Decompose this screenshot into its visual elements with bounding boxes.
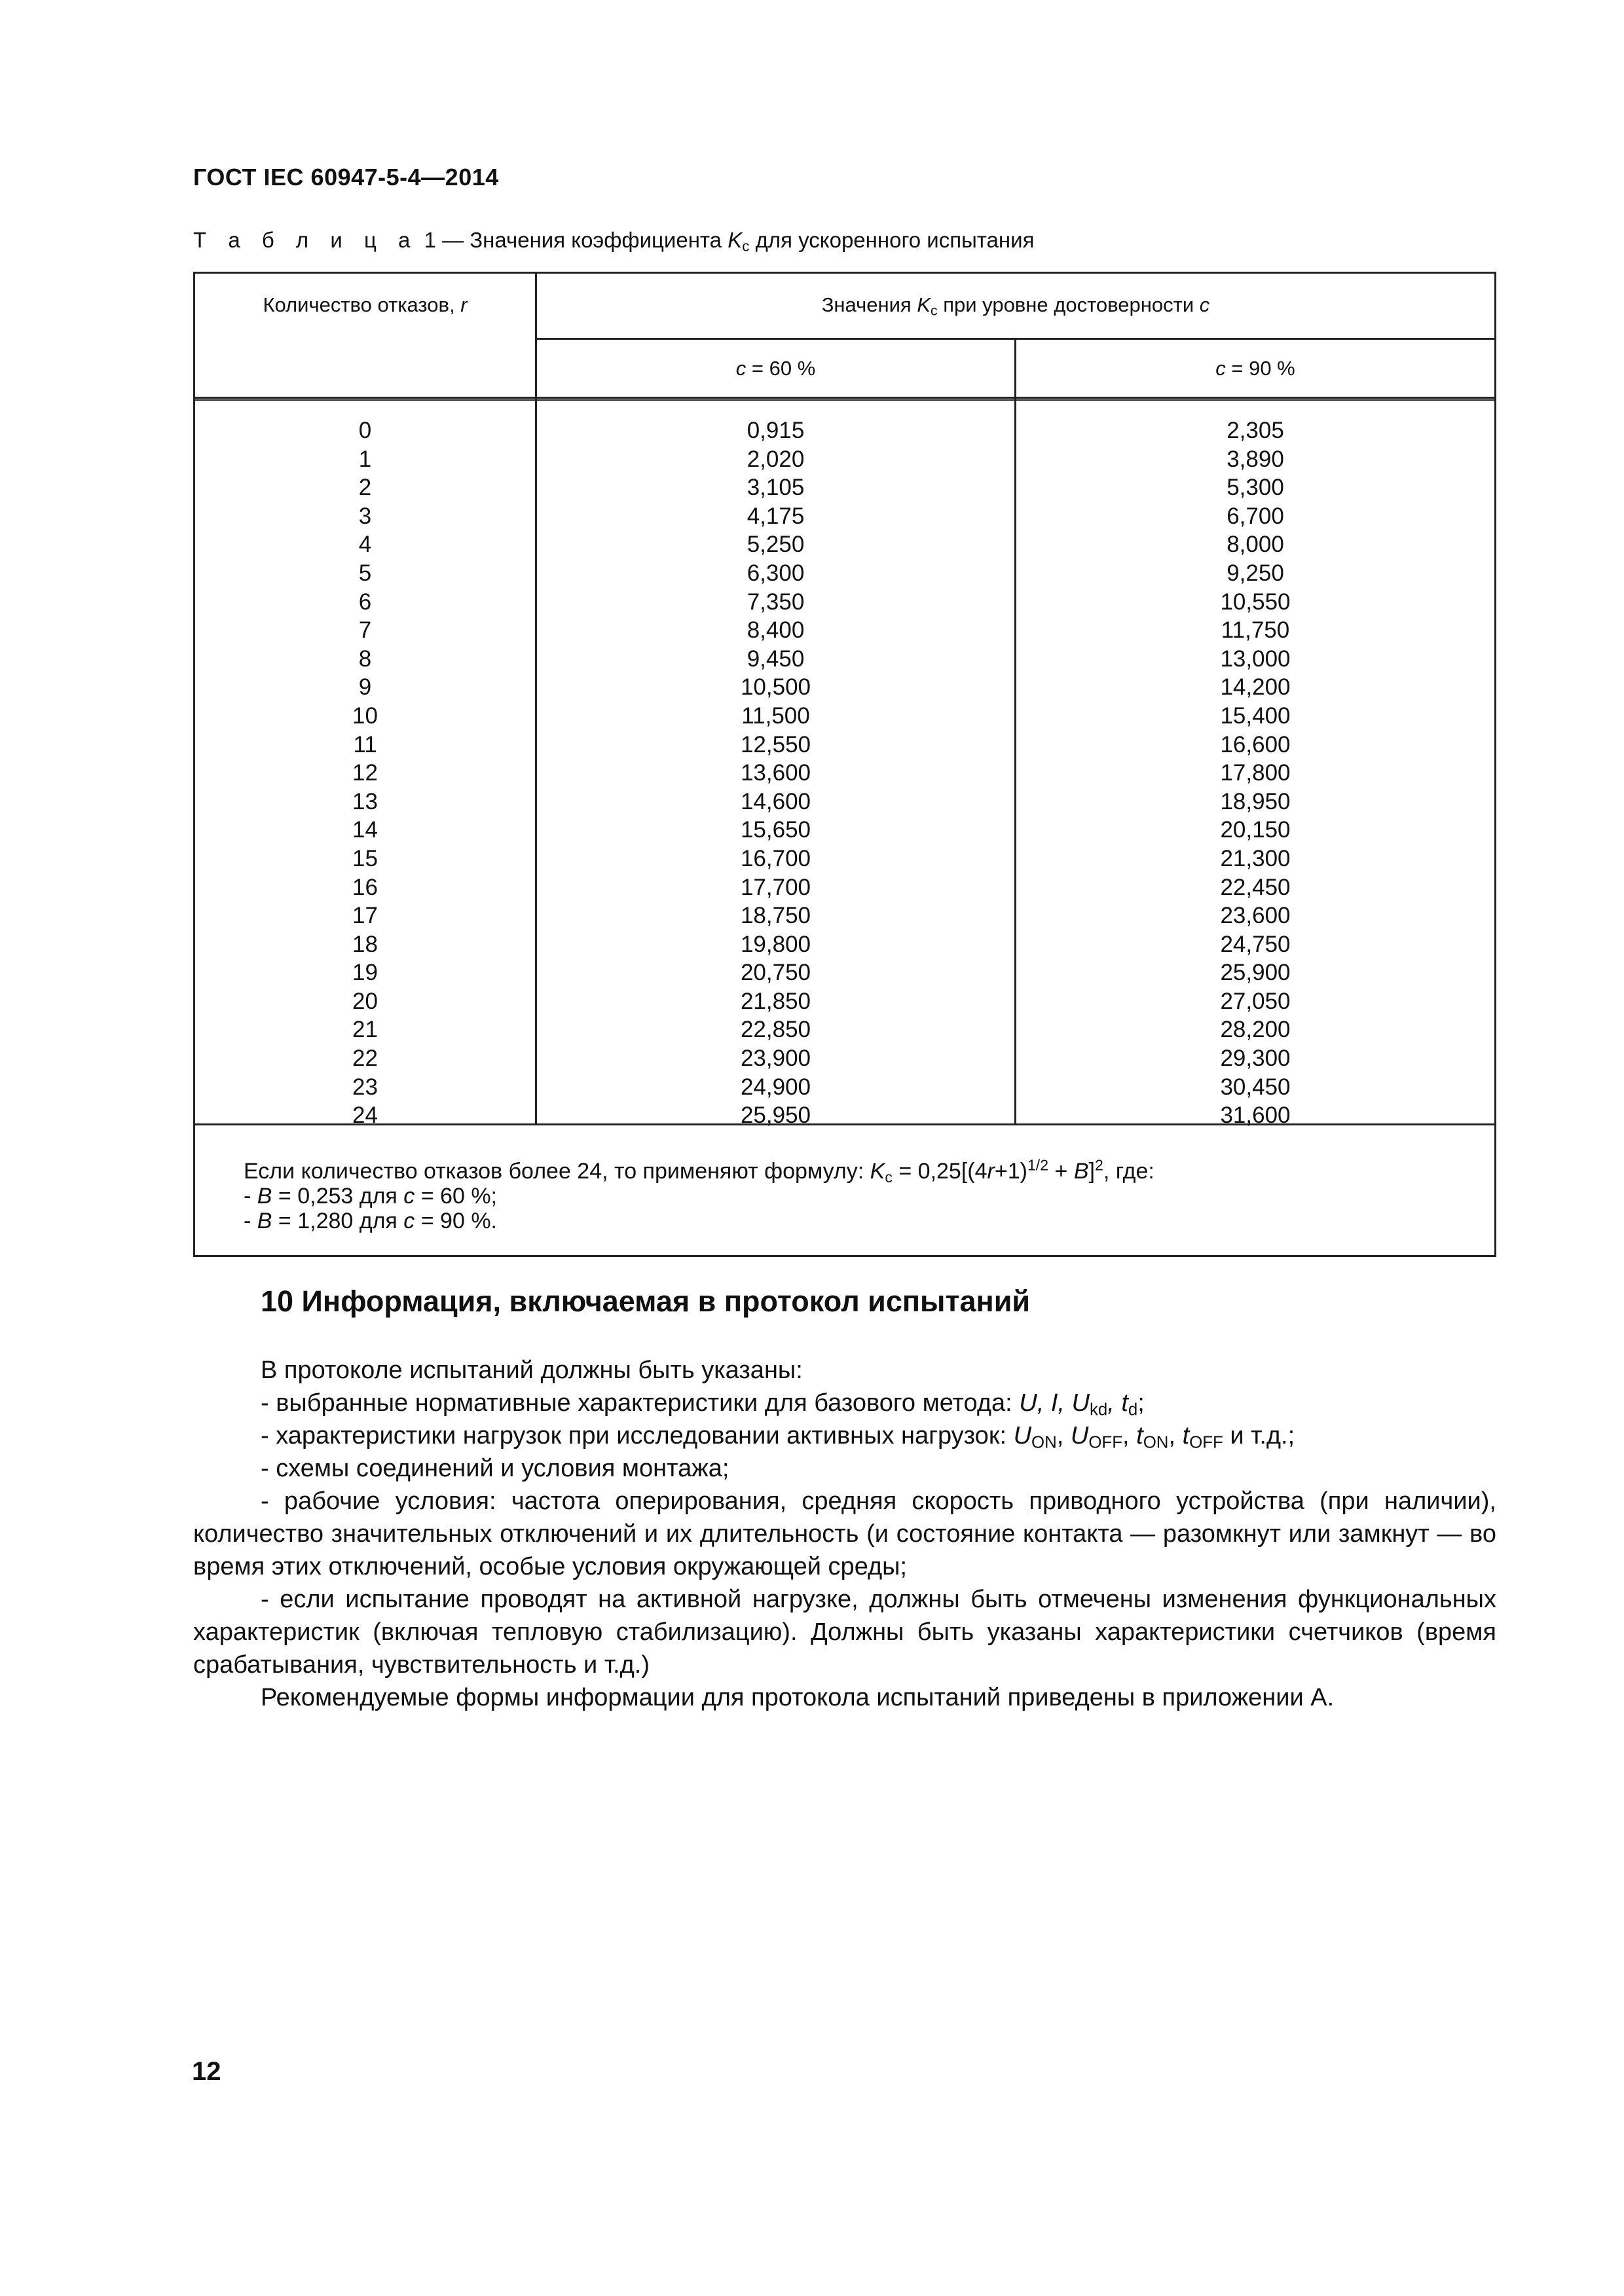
list-item-text: ; — [1137, 1389, 1145, 1417]
table-cell-c60: 10,500 — [740, 674, 811, 701]
list-item-var: , t — [1107, 1389, 1128, 1417]
table-cell-c60: 5,250 — [747, 532, 805, 558]
group-header-kc — [537, 293, 1494, 317]
caption-rest: для ускоренного испытания — [755, 228, 1035, 252]
list-item-text: - выбранные нормативные характеристики для базового метода: — [261, 1389, 1012, 1417]
table-cell-c60: 14,600 — [740, 788, 811, 814]
note-line-b90 — [244, 1209, 1154, 1233]
table-cell-failures: 12 — [352, 760, 378, 786]
table-cell-c60: 16,700 — [740, 845, 811, 871]
table-cell-c60: 9,450 — [747, 646, 805, 672]
table-cell-c60: 20,750 — [740, 960, 811, 986]
section-intro — [193, 1354, 1496, 1387]
table-cell-c60: 8,400 — [747, 617, 805, 644]
caption-text: Значения коэффициента — [470, 228, 722, 252]
table-cell-failures: 9 — [358, 674, 372, 701]
document-header: ГОСТ IEC 60947-5-4—2014 — [193, 164, 499, 191]
column-header-failures-text: Количество отказов, — [263, 293, 455, 316]
group-header-sub: c — [931, 303, 938, 319]
table-cell-c60: 13,600 — [740, 760, 811, 786]
table-cell-c90: 22,450 — [1220, 874, 1291, 900]
note-var: c — [403, 1184, 415, 1209]
note-var: B — [257, 1184, 272, 1209]
column-header-c60-var: c — [735, 357, 747, 380]
group-header-text: Значения — [821, 293, 912, 316]
table-cell-failures: 18 — [352, 931, 378, 957]
table-cell-c90: 8,000 — [1227, 532, 1284, 558]
column-header-c90-var: c — [1215, 357, 1226, 380]
note-text: ] — [1088, 1159, 1095, 1184]
table-cell-failures: 10 — [352, 702, 378, 729]
table-cell-c90: 10,550 — [1220, 589, 1291, 615]
table-cell-failures: 1 — [358, 446, 372, 472]
table-cell-c60: 7,350 — [747, 589, 805, 615]
group-header-var: c — [1199, 293, 1210, 316]
intro-text: В протоколе испытаний должны быть указаны: — [261, 1357, 803, 1384]
table-cell-c60: 21,850 — [740, 988, 811, 1014]
table-cell-c90: 24,750 — [1220, 931, 1291, 957]
table-cell-c90: 28,200 — [1220, 1017, 1291, 1043]
note-text: + — [1054, 1159, 1068, 1184]
list-item-text: - рабочие условия: частота оперирования, средняя скорость приводного устройства (при наличии), количество значительных отключений и их длительность (и состояние контакта — разомкнут или замкнут — во время этих отключений, особые условия окружающей среды; — [193, 1487, 1496, 1580]
table-divider — [195, 397, 1494, 399]
note-text: - — [244, 1209, 251, 1233]
table-cell-c90: 11,750 — [1221, 617, 1290, 644]
note-text: = 0,25[(4 — [898, 1159, 987, 1184]
table-cell-c60: 12,550 — [740, 731, 811, 757]
table-cell-c60: 24,900 — [740, 1074, 811, 1100]
note-text: , где: — [1103, 1159, 1154, 1184]
list-item-sub: OFF — [1088, 1433, 1122, 1452]
table-cell-c90: 2,305 — [1227, 418, 1284, 443]
table-cell-c60: 15,650 — [740, 817, 811, 843]
note-line-formula — [244, 1156, 1154, 1186]
table-cell-failures: 11 — [353, 731, 377, 757]
table-cell-c90: 30,450 — [1220, 1074, 1291, 1100]
table-cell-failures: 21 — [352, 1017, 378, 1043]
table-cell-c60: 23,900 — [740, 1046, 811, 1072]
note-text: = 0,253 для — [278, 1184, 397, 1209]
list-item-var: U, I, U — [1019, 1389, 1090, 1417]
list-item — [193, 1452, 1496, 1485]
column-header-failures — [195, 293, 535, 317]
table-cell-c90: 13,000 — [1220, 646, 1291, 672]
list-item-text: - если испытание проводят на активной нагрузке, должны быть отмечены изменения функциональных характеристик (включая тепловую стабилизацию). Должны быть указаны характеристики счетчиков (время срабатывания, чувствительность и т.д.) — [193, 1586, 1496, 1679]
table-note — [244, 1156, 1154, 1233]
table-cell-c60: 0,915 — [747, 418, 805, 443]
group-header-rest: при уровне достоверности — [943, 293, 1194, 316]
caption-number: 1 — — [424, 228, 464, 252]
table-cell-c60: 4,175 — [747, 503, 805, 529]
table-cell-c60: 18,750 — [740, 903, 811, 929]
list-item-text: - характеристики нагрузок при исследовании активных нагрузок: — [261, 1422, 1006, 1449]
table-cell-c60: 17,700 — [740, 874, 811, 900]
table-cell-c90: 3,890 — [1227, 446, 1284, 472]
section-closing — [193, 1681, 1496, 1714]
note-sup: 2 — [1094, 1156, 1103, 1174]
column-header-c60-text: = 60 % — [751, 357, 816, 380]
table-cell-c60: 25,950 — [740, 1102, 811, 1129]
column-header-c90-text: = 90 % — [1231, 357, 1295, 380]
table-cell-failures: 20 — [352, 988, 378, 1014]
table-caption — [193, 228, 1034, 253]
note-var: K — [870, 1159, 885, 1184]
table-cell-failures: 6 — [358, 589, 372, 615]
list-item-var: t — [1136, 1422, 1143, 1449]
caption-prefix: Т а б л и ц а — [193, 228, 418, 252]
table-cell-failures: 7 — [358, 617, 372, 644]
note-sub: c — [885, 1168, 893, 1186]
note-var: r — [987, 1159, 995, 1184]
table-cell-c60: 19,800 — [740, 931, 811, 957]
column-header-failures-var: r — [460, 293, 468, 316]
table-cell-failures: 3 — [358, 503, 372, 529]
table-cell-c90: 23,600 — [1220, 903, 1291, 929]
table-cell-c90: 15,400 — [1220, 702, 1291, 729]
table-cell-failures: 22 — [352, 1046, 378, 1072]
list-item-sub: ON — [1031, 1433, 1057, 1452]
table-cell-failures: 24 — [352, 1102, 378, 1129]
table-cell-failures: 4 — [358, 532, 372, 558]
list-item-sub: kd — [1089, 1400, 1108, 1419]
table-cell-c60: 2,020 — [747, 446, 805, 472]
table-cell-c60: 6,300 — [747, 560, 805, 586]
table-cell-failures: 5 — [358, 560, 372, 586]
list-item-sub: d — [1128, 1400, 1138, 1419]
table-cell-failures: 17 — [352, 903, 378, 929]
group-header-symbol: K — [917, 293, 931, 316]
list-item — [193, 1583, 1496, 1681]
closing-text: Рекомендуемые формы информации для протокола испытаний приведены в приложении А. — [261, 1684, 1335, 1711]
table-cell-failures: 15 — [352, 845, 378, 871]
table-cell-c90: 21,300 — [1220, 845, 1291, 871]
list-item-var: t — [1182, 1422, 1190, 1449]
column-c60 — [537, 416, 1014, 1130]
table-cell-failures: 19 — [352, 960, 378, 986]
section-title: 10 Информация, включаемая в протокол испытаний — [261, 1285, 1031, 1318]
table-divider — [195, 399, 1494, 401]
table-cell-failures: 0 — [358, 418, 372, 443]
note-line-b60 — [244, 1184, 1154, 1209]
list-item-sub: ON — [1143, 1433, 1169, 1452]
table-cell-c90: 17,800 — [1220, 760, 1291, 786]
table-cell-c60: 3,105 — [747, 475, 805, 501]
column-c90 — [1016, 416, 1494, 1130]
table-cell-c90: 20,150 — [1220, 817, 1291, 843]
note-text: = 60 %; — [420, 1184, 497, 1209]
caption-symbol-sub: c — [742, 238, 750, 255]
table-cell-failures: 2 — [358, 475, 372, 501]
table-divider — [535, 338, 1494, 340]
table-cell-failures: 23 — [352, 1074, 378, 1100]
table-cell-c90: 25,900 — [1220, 960, 1291, 986]
list-item-text: - схемы соединений и условия монтажа; — [261, 1455, 729, 1482]
table-cell-c90: 18,950 — [1220, 788, 1291, 814]
table-cell-failures: 8 — [358, 646, 372, 672]
table-cell-c90: 5,300 — [1227, 475, 1284, 501]
list-item-var: U — [1070, 1422, 1089, 1449]
table-cell-c60: 22,850 — [740, 1017, 811, 1043]
list-item: - характеристики нагрузок при исследовании активных нагрузок: $U_{ON}$, $U_{OFF}$, $t_{ON}$, $t_{OFF}$ и т.д.; — [261, 1422, 1295, 1452]
list-item-var: U — [1013, 1422, 1032, 1449]
note-sup: 1/2 — [1027, 1156, 1049, 1174]
table-cell-failures: 16 — [352, 874, 378, 900]
note-text: = 90 %. — [420, 1209, 497, 1233]
column-failures — [195, 416, 535, 1130]
table-cell-failures: 13 — [352, 788, 378, 814]
table-cell-c90: 14,200 — [1220, 674, 1291, 701]
note-text: - — [244, 1184, 251, 1209]
table-cell-c90: 31,600 — [1220, 1102, 1291, 1129]
table-cell-failures: 14 — [352, 817, 378, 843]
table-cell-c90: 16,600 — [1220, 731, 1291, 757]
note-text: = 1,280 для — [278, 1209, 397, 1233]
column-header-c90 — [1016, 357, 1494, 380]
list-item-text: и т.д.; — [1230, 1422, 1295, 1449]
coefficient-table — [193, 272, 1496, 1257]
note-var: c — [403, 1209, 415, 1233]
note-text: +1) — [994, 1159, 1027, 1184]
note-var: B — [257, 1209, 272, 1233]
table-cell-c90: 27,050 — [1220, 988, 1291, 1014]
list-item — [193, 1387, 1496, 1419]
table-cell-c60: 11,500 — [741, 702, 810, 729]
note-text: Если количество отказов более 24, то применяют формулу: — [244, 1159, 864, 1184]
note-var: B — [1073, 1159, 1089, 1184]
page-number: 12 — [192, 2057, 221, 2086]
table-cell-c90: 9,250 — [1227, 560, 1284, 586]
caption-symbol: K — [728, 228, 743, 252]
table-cell-c90: 29,300 — [1220, 1046, 1291, 1072]
list-item — [193, 1485, 1496, 1583]
table-cell-c90: 6,700 — [1227, 503, 1284, 529]
column-header-c60 — [537, 357, 1014, 380]
list-item-sub: OFF — [1189, 1433, 1223, 1452]
